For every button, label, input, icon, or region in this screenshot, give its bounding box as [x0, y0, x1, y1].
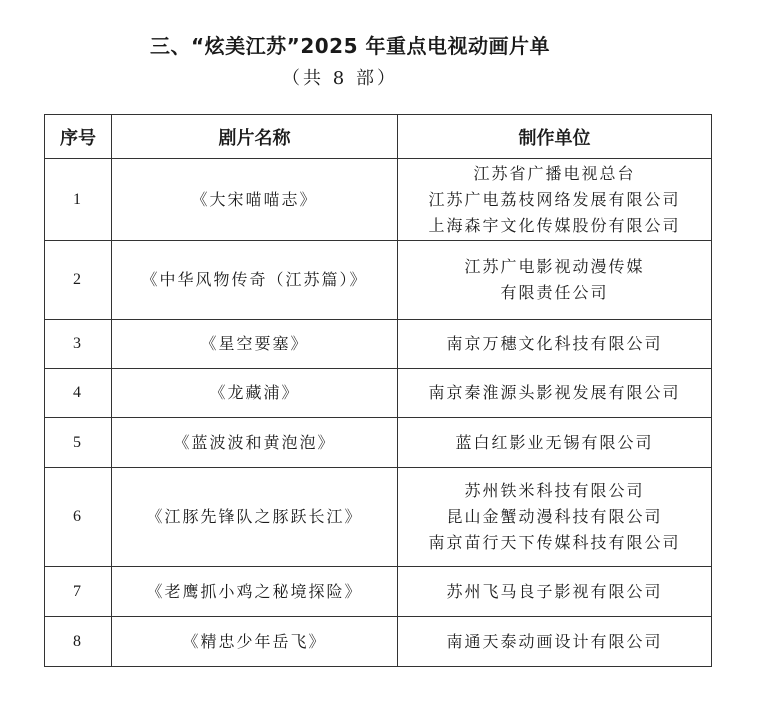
- producer-line: 江苏广电荔枝网络发展有限公司: [428, 189, 681, 209]
- table-row: [45, 567, 712, 617]
- header-title: 剧片名称: [112, 115, 398, 159]
- producer-line: 上海森宇文化传媒股份有限公司: [428, 215, 681, 235]
- row-number: 8: [45, 617, 112, 667]
- row-producer: [398, 567, 712, 617]
- animation-list-table: [44, 114, 712, 667]
- producer-line: 南通天泰动画设计有限公司: [446, 631, 663, 651]
- document-subtitle: （共 8 部）: [282, 68, 398, 89]
- row-number: 7: [45, 567, 112, 617]
- row-number: 5: [45, 418, 112, 468]
- row-title: 《星空要塞》: [112, 320, 398, 369]
- producer-line: 有限责任公司: [500, 283, 609, 302]
- row-producer: [398, 617, 712, 667]
- row-producer: [398, 418, 712, 468]
- producer-line: 南京秦淮源头影视发展有限公司: [428, 383, 681, 402]
- row-number: 2: [45, 241, 112, 320]
- row-title: 《精忠少年岳飞》: [112, 617, 398, 667]
- document-title: 三、“炫美江苏”2025 年重点电视动画片单: [150, 34, 550, 58]
- row-title: 《蓝波波和黄泡泡》: [112, 418, 398, 468]
- row-number: 1: [45, 159, 112, 241]
- row-title: 《老鹰抓小鸡之秘境探险》: [112, 567, 398, 617]
- producer-line: 江苏省广播电视总台: [473, 163, 636, 183]
- row-title: 《龙藏浦》: [112, 369, 398, 418]
- row-title: 《中华风物传奇（江苏篇）》: [112, 241, 398, 320]
- producer-line: 南京苗行天下传媒科技有限公司: [428, 533, 681, 552]
- producer-line: 苏州铁米科技有限公司: [464, 481, 645, 500]
- row-producer: [398, 468, 712, 567]
- table-header-row: [45, 115, 712, 159]
- producer-line: 蓝白红影业无锡有限公司: [455, 432, 654, 452]
- table-row: [45, 418, 712, 468]
- row-producer: [398, 159, 712, 241]
- table-row: [45, 241, 712, 320]
- row-title: 《大宋喵喵志》: [112, 159, 398, 241]
- producer-line: 南京万穗文化科技有限公司: [446, 334, 663, 353]
- header-number: 序号: [45, 115, 112, 159]
- table-row: [45, 369, 712, 418]
- table-row: [45, 320, 712, 369]
- header-producer: 制作单位: [398, 115, 712, 159]
- row-producer: [398, 241, 712, 320]
- table-row: [45, 617, 712, 667]
- row-producer: [398, 320, 712, 369]
- producer-line: 苏州飞马良子影视有限公司: [446, 581, 663, 601]
- row-number: 4: [45, 369, 112, 418]
- producer-line: 江苏广电影视动漫传媒: [464, 257, 645, 276]
- table-row: [45, 159, 712, 241]
- row-number: 3: [45, 320, 112, 369]
- row-producer: [398, 369, 712, 418]
- row-number: 6: [45, 468, 112, 567]
- table-row: [45, 468, 712, 567]
- producer-line: 昆山金蟹动漫科技有限公司: [446, 507, 663, 526]
- row-title: 《江豚先锋队之豚跃长江》: [112, 468, 398, 567]
